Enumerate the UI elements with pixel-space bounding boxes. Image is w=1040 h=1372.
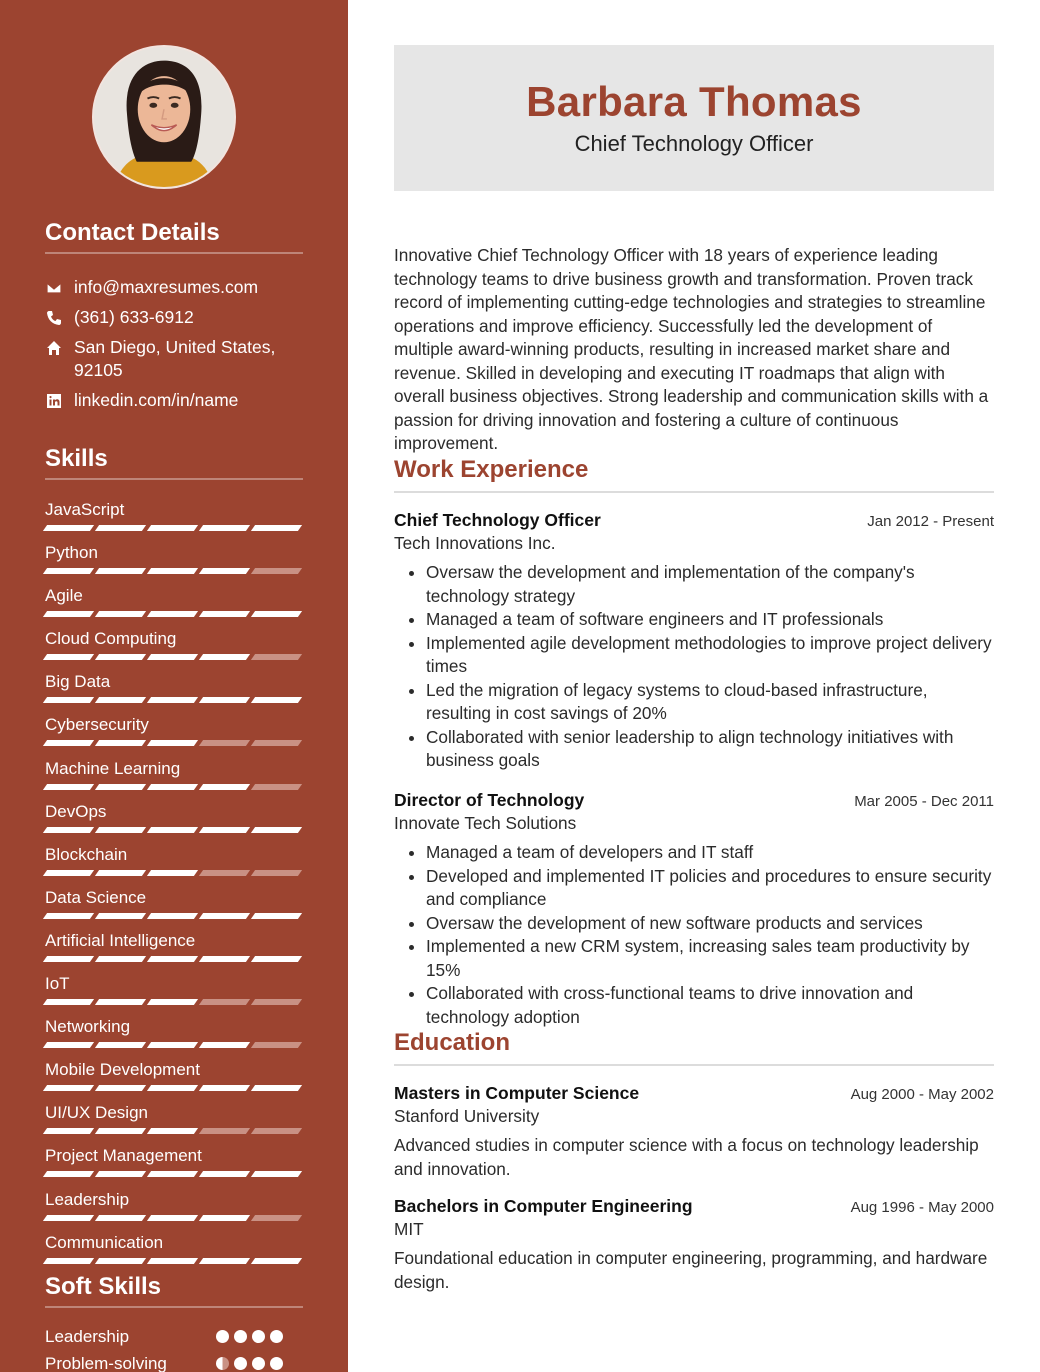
job-bullet: • Collaborated with cross-functional teams to drive innovation and technology adoption <box>426 982 994 1029</box>
rating-segment <box>147 956 198 962</box>
job-bullet: • Implemented agile development methodologies to improve project delivery times <box>426 632 994 679</box>
rating-dot <box>270 1330 283 1343</box>
skill-item <box>45 973 303 1016</box>
rating-segment <box>199 740 250 746</box>
soft-skills-heading: Soft Skills <box>45 1274 303 1308</box>
skill-rating-bar <box>45 654 303 660</box>
rating-dot <box>234 1330 247 1343</box>
rating-segment <box>251 999 302 1005</box>
rating-dot <box>252 1357 265 1370</box>
skill-name: UI/UX Design <box>45 1103 148 1123</box>
rating-segment <box>95 654 146 660</box>
skill-rating-bar <box>45 1258 303 1264</box>
skill-rating-bar <box>45 827 303 833</box>
rating-dot <box>216 1330 229 1343</box>
skill-item <box>45 542 303 585</box>
skill-item <box>45 1016 303 1059</box>
rating-segment <box>95 913 146 919</box>
rating-segment <box>43 1258 94 1264</box>
rating-dot <box>270 1357 283 1370</box>
skill-item <box>45 1232 303 1275</box>
contact-email[interactable] <box>45 276 303 299</box>
rating-segment <box>251 1215 302 1221</box>
skill-name: Cloud Computing <box>45 629 177 649</box>
rating-dot <box>234 1357 247 1370</box>
portrait-image <box>94 47 234 187</box>
skill-item <box>45 801 303 844</box>
skill-item <box>45 671 303 714</box>
envelope-icon <box>45 279 63 297</box>
skill-item <box>45 844 303 887</box>
skill-item <box>45 628 303 671</box>
skill-rating-bar <box>45 740 303 746</box>
rating-segment <box>43 568 94 574</box>
rating-segment <box>199 1128 250 1134</box>
skill-name: Artificial Intelligence <box>45 930 196 950</box>
skill-name: Machine Learning <box>45 758 181 778</box>
skill-rating-bar <box>45 525 303 531</box>
rating-segment <box>43 1042 94 1048</box>
rating-segment <box>251 525 302 531</box>
job-bullet: • Oversaw the development and implementation of the company's technology strategy <box>426 561 994 608</box>
skill-rating-bar <box>45 956 303 962</box>
skill-rating-bar <box>45 1215 303 1221</box>
rating-segment <box>147 1085 198 1091</box>
job-bullets <box>394 841 994 1029</box>
rating-segment <box>251 870 302 876</box>
rating-segment <box>43 913 94 919</box>
rating-segment <box>147 740 198 746</box>
job-entry <box>394 788 994 1029</box>
rating-segment <box>199 1258 250 1264</box>
skill-item <box>45 1145 303 1188</box>
skill-rating-bar <box>45 784 303 790</box>
rating-segment <box>147 827 198 833</box>
rating-segment <box>251 568 302 574</box>
name-header <box>394 45 994 191</box>
rating-segment <box>147 611 198 617</box>
skill-item <box>45 1189 303 1232</box>
job-bullet: • Managed a team of software engineers and IT professionals <box>426 608 994 632</box>
rating-segment <box>199 827 250 833</box>
skill-name: DevOps <box>45 801 107 821</box>
skill-rating-bar <box>45 913 303 919</box>
rating-segment <box>147 1215 198 1221</box>
rating-segment <box>43 654 94 660</box>
skills-heading: Skills <box>45 446 303 480</box>
skill-name: Networking <box>45 1017 131 1037</box>
rating-segment <box>43 740 94 746</box>
education-date: Aug 1996 - May 2000 <box>850 1199 994 1216</box>
rating-segment <box>43 1085 94 1091</box>
education-entry <box>394 1194 994 1294</box>
rating-segment <box>95 1042 146 1048</box>
skill-rating-bar <box>45 611 303 617</box>
rating-segment <box>251 740 302 746</box>
rating-segment <box>199 525 250 531</box>
skill-rating-bar <box>45 1085 303 1091</box>
skill-rating-bar <box>45 697 303 703</box>
rating-segment <box>147 654 198 660</box>
linkedin-icon <box>45 392 63 410</box>
rating-segment <box>95 956 146 962</box>
job-role: Director of Technology <box>394 790 585 810</box>
skill-name: Agile <box>45 586 83 606</box>
rating-segment <box>199 956 250 962</box>
rating-dot <box>216 1357 229 1370</box>
skill-item <box>45 930 303 973</box>
contact-address-text: San Diego, United States, 92105 <box>74 337 276 380</box>
summary: Innovative Chief Technology Officer with 18 years of experience leading technology teams to drive business growth and transformation. Proven track record of implementing cutting-edge technologies and strategies to streamline operations and improve efficiency. Successfully led the development of multiple award-winning products, resulting in increased market share and revenue. Skilled in developing and executing IT roadmaps that align with overall business objectives. Strong leadership and communication skills with a passion for driving innovation and fostering a culture of continuous improvement. <box>394 245 989 453</box>
rating-segment <box>147 870 198 876</box>
degree: Bachelors in Computer Engineering <box>394 1196 693 1216</box>
skill-item <box>45 887 303 930</box>
rating-segment <box>43 1215 94 1221</box>
rating-segment <box>95 611 146 617</box>
rating-segment <box>95 1258 146 1264</box>
skill-name: Blockchain <box>45 844 128 864</box>
skill-item <box>45 758 303 801</box>
rating-segment <box>199 1042 250 1048</box>
education-description: Foundational education in computer engineering, programming, and hardware design. <box>394 1248 988 1292</box>
contact-phone-text: (361) 633-6912 <box>74 307 194 327</box>
rating-segment <box>147 1171 198 1177</box>
rating-segment <box>199 697 250 703</box>
rating-segment <box>251 1171 302 1177</box>
rating-segment <box>95 525 146 531</box>
skill-name: Leadership <box>45 1189 130 1209</box>
skill-name: Big Data <box>45 672 111 692</box>
work-experience-heading: Work Experience <box>394 457 994 493</box>
rating-segment <box>95 740 146 746</box>
contact-list <box>45 276 303 419</box>
rating-segment <box>43 1171 94 1177</box>
rating-segment <box>95 1128 146 1134</box>
rating-segment <box>43 697 94 703</box>
rating-segment <box>147 568 198 574</box>
rating-segment <box>147 1042 198 1048</box>
job-title: Chief Technology Officer <box>574 131 814 156</box>
profile-photo <box>92 45 236 189</box>
rating-segment <box>251 956 302 962</box>
skill-name: Mobile Development <box>45 1060 200 1080</box>
rating-segment <box>43 1128 94 1134</box>
rating-segment <box>43 956 94 962</box>
school: Stanford University <box>394 1106 540 1126</box>
rating-segment <box>95 827 146 833</box>
contact-linkedin-text: linkedin.com/in/name <box>74 390 239 410</box>
skill-rating-bar <box>45 1042 303 1048</box>
sidebar <box>0 0 348 1372</box>
education-entry <box>394 1081 994 1181</box>
skill-item <box>45 1102 303 1145</box>
soft-skill-rating <box>216 1330 283 1343</box>
job-bullet: • Oversaw the development of new software products and services <box>426 912 994 936</box>
contact-linkedin[interactable] <box>45 389 303 412</box>
school: MIT <box>394 1219 424 1239</box>
soft-skills-list <box>45 1323 303 1372</box>
job-entry <box>394 508 994 773</box>
skill-name: IoT <box>45 974 70 994</box>
rating-segment <box>199 568 250 574</box>
job-bullet: • Collaborated with senior leadership to align technology initiatives with business goals <box>426 726 994 773</box>
rating-segment <box>199 654 250 660</box>
rating-segment <box>251 827 302 833</box>
rating-segment <box>147 1128 198 1134</box>
rating-segment <box>147 1258 198 1264</box>
rating-segment <box>199 611 250 617</box>
rating-dot <box>252 1330 265 1343</box>
rating-segment <box>147 525 198 531</box>
job-bullets <box>394 561 994 773</box>
skill-item <box>45 1059 303 1102</box>
rating-segment <box>147 784 198 790</box>
rating-segment <box>147 697 198 703</box>
rating-segment <box>43 870 94 876</box>
home-icon <box>45 339 63 357</box>
rating-segment <box>251 654 302 660</box>
rating-segment <box>95 1215 146 1221</box>
rating-segment <box>43 999 94 1005</box>
job-bullet: • Led the migration of legacy systems to cloud-based infrastructure, resulting in cost savings of 20% <box>426 679 994 726</box>
rating-segment <box>95 999 146 1005</box>
rating-segment <box>147 913 198 919</box>
rating-segment <box>95 870 146 876</box>
soft-skill-item <box>45 1323 303 1350</box>
rating-segment <box>251 784 302 790</box>
rating-segment <box>251 1258 302 1264</box>
soft-skill-rating <box>216 1357 283 1370</box>
rating-segment <box>199 1215 250 1221</box>
rating-segment <box>95 697 146 703</box>
soft-skill-name: Problem-solving <box>45 1353 167 1372</box>
rating-segment <box>43 611 94 617</box>
rating-segment <box>199 784 250 790</box>
contact-address <box>45 336 303 382</box>
job-date: Mar 2005 - Dec 2011 <box>854 793 994 810</box>
skill-item <box>45 714 303 757</box>
education-date: Aug 2000 - May 2002 <box>850 1086 994 1103</box>
skill-rating-bar <box>45 568 303 574</box>
job-company: Tech Innovations Inc. <box>394 533 556 553</box>
rating-segment <box>147 999 198 1005</box>
skill-name: JavaScript <box>45 500 125 519</box>
rating-segment <box>95 1085 146 1091</box>
skills-list <box>45 499 303 1275</box>
rating-segment <box>251 1042 302 1048</box>
rating-segment <box>95 1171 146 1177</box>
education-heading: Education <box>394 1030 994 1066</box>
skill-rating-bar <box>45 870 303 876</box>
skill-rating-bar <box>45 1171 303 1177</box>
skill-rating-bar <box>45 1128 303 1134</box>
rating-segment <box>251 697 302 703</box>
job-bullet: • Developed and implemented IT policies and procedures to ensure security and compliance <box>426 865 994 912</box>
rating-segment <box>251 1128 302 1134</box>
job-role: Chief Technology Officer <box>394 510 601 530</box>
phone-icon <box>45 309 63 327</box>
rating-segment <box>199 1085 250 1091</box>
degree: Masters in Computer Science <box>394 1083 640 1103</box>
soft-skill-name: Leadership <box>45 1326 130 1346</box>
rating-segment <box>199 1171 250 1177</box>
skill-name: Project Management <box>45 1146 202 1166</box>
skill-name: Communication <box>45 1232 164 1252</box>
rating-segment <box>251 913 302 919</box>
person-name: Barbara Thomas <box>526 78 862 125</box>
skill-rating-bar <box>45 999 303 1005</box>
rating-segment <box>43 525 94 531</box>
rating-segment <box>95 568 146 574</box>
contact-heading: Contact Details <box>45 220 303 254</box>
rating-segment <box>43 827 94 833</box>
skill-name: Cybersecurity <box>45 715 149 735</box>
job-bullet: • Managed a team of developers and IT staff <box>426 841 994 865</box>
skill-name: Python <box>45 543 98 563</box>
rating-segment <box>199 913 250 919</box>
rating-segment <box>199 999 250 1005</box>
contact-phone[interactable] <box>45 306 303 329</box>
rating-segment <box>199 870 250 876</box>
job-bullet: • Implemented a new CRM system, increasing sales team productivity by 15% <box>426 935 994 982</box>
rating-segment <box>251 611 302 617</box>
education-description: Advanced studies in computer science with a focus on technology leadership and innovation. <box>394 1135 979 1179</box>
skill-item <box>45 499 303 542</box>
job-company: Innovate Tech Solutions <box>394 813 577 833</box>
contact-email-text: info@maxresumes.com <box>74 277 259 297</box>
rating-segment <box>251 1085 302 1091</box>
rating-segment <box>95 784 146 790</box>
skill-item <box>45 585 303 628</box>
rating-segment <box>43 784 94 790</box>
skill-name: Data Science <box>45 887 147 907</box>
job-date: Jan 2012 - Present <box>867 513 994 530</box>
soft-skill-item <box>45 1350 303 1372</box>
